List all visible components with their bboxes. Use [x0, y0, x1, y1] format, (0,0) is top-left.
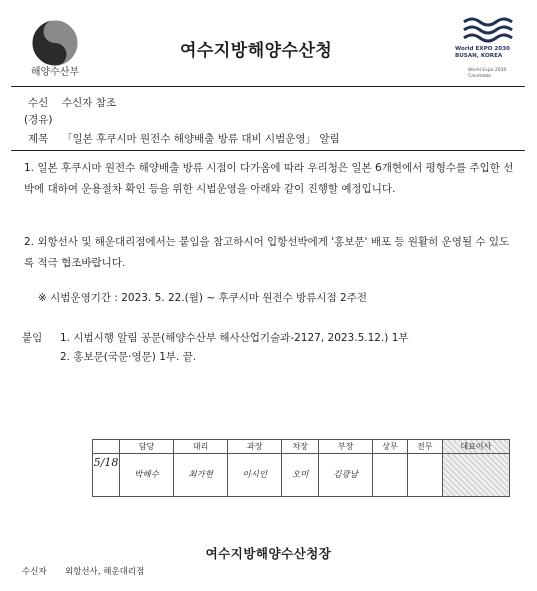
subject-label: 제목 — [28, 133, 49, 145]
approval-header-3: 과장 — [228, 440, 282, 454]
approval-signature-1: 박해수 — [120, 454, 174, 497]
approval-header-2: 대리 — [174, 440, 228, 454]
approval-stamp-table — [92, 439, 510, 497]
approval-signature-6 — [373, 454, 408, 497]
attachment-item-2: 2. 홍보문(국문·영문) 1부. 끝. — [60, 351, 197, 363]
body-paragraph-1: 1. 일본 후쿠시마 원전수 해양배출 방류 시점이 다가옴에 따라 우리청은 일본 6개현에서 평형수를 주입한 선박에 대하여 운용절차 확인 등을 위한 시범운영을 아래와 같이 진행할 예정입니다. — [24, 162, 514, 195]
expo-logo-subtext: World Expo 2030 Candidate — [468, 68, 507, 79]
approval-signature-2: 최가현 — [174, 454, 228, 497]
subject-divider — [11, 150, 525, 151]
expo-logo-text: World EXPO 2030 BUSAN, KOREA — [455, 46, 510, 59]
footer-recipients-label: 수신자 — [22, 567, 47, 577]
via-label: (경유) — [24, 114, 53, 126]
footer-issuer-title: 여수지방해양수산청장 — [205, 546, 332, 561]
attachment-label: 붙임 — [22, 332, 43, 344]
header-divider — [11, 86, 525, 87]
approval-signature-3: 이시인 — [228, 454, 282, 497]
approval-signature-4: 오미 — [282, 454, 319, 497]
approval-date: 5/18 — [93, 456, 119, 469]
approval-signature-8 — [442, 454, 509, 497]
approval-header-7: 전무 — [407, 440, 442, 454]
body-paragraph-2: 2. 외항선사 및 해운대리점에서는 붙임을 참고하시어 입항선박에게 '홍보문' 배포 등 원활히 운영될 수 있도록 적극 협조바랍니다. — [24, 236, 510, 269]
trial-period-note: ※ 시범운영기간 : 2023. 5. 22.(월) ~ 후쿠시마 원전수 방류시점 2주전 — [38, 292, 368, 304]
government-emblem-icon — [30, 18, 80, 68]
approval-signature-5: 김광남 — [319, 454, 373, 497]
approval-header-1: 담당 — [120, 440, 174, 454]
approval-header-4: 차장 — [282, 440, 319, 454]
agency-title: 여수지방해양수산청 — [180, 41, 333, 61]
attachment-item-1: 1. 시범시행 알림 공문(해양수산부 해사산업기술과-2127, 2023.5.12.) 1부 — [60, 332, 409, 344]
subject-value: 「일본 후쿠시마 원전수 해양배출 방류 대비 시범운영」 알림 — [62, 133, 340, 145]
approval-signature-7 — [407, 454, 442, 497]
recipient-value: 수신자 참조 — [62, 97, 117, 109]
approval-header-5: 부장 — [319, 440, 373, 454]
recipient-label: 수신 — [28, 97, 49, 109]
footer-recipients-value: 외항선사, 해운대리점 — [65, 567, 145, 577]
approval-header-6: 상무 — [373, 440, 408, 454]
ministry-logo-text: 해양수산부 — [30, 67, 80, 78]
approval-header-8: 대표이사 — [442, 440, 509, 454]
